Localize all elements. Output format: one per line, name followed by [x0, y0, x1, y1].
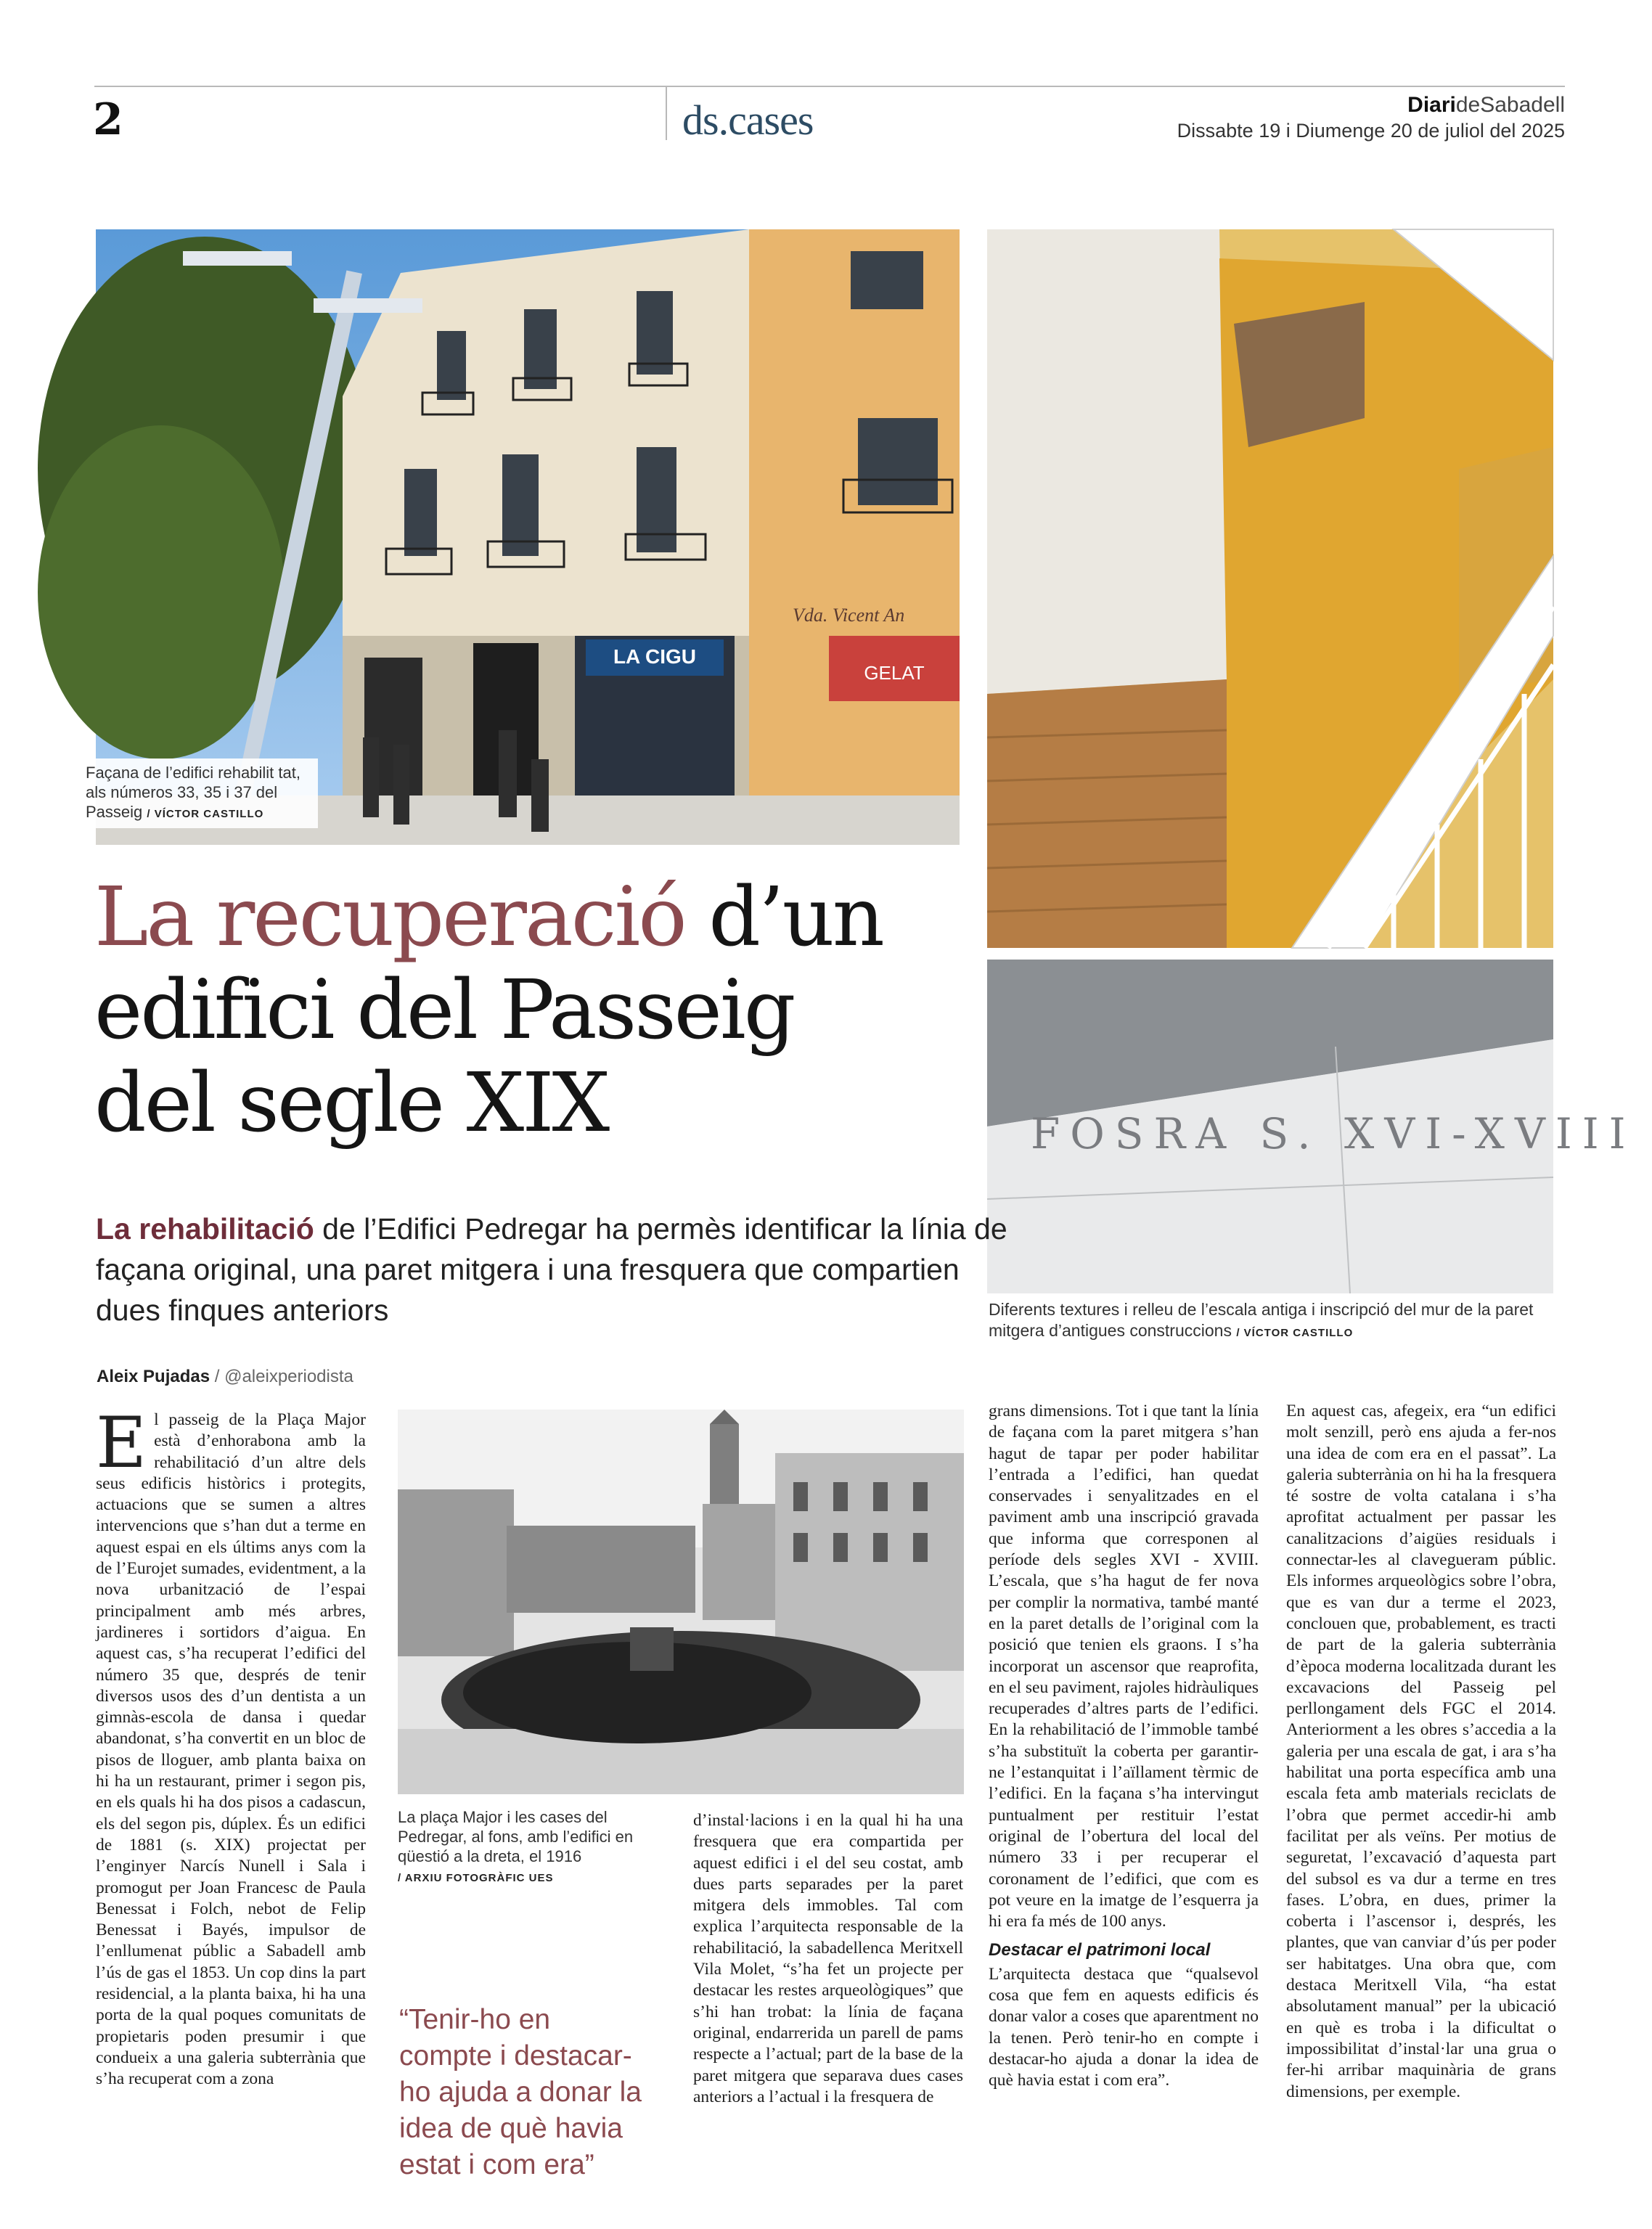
- page-number: 2: [93, 94, 123, 145]
- headline-line2: edifici del Passeig: [94, 963, 794, 1058]
- inscription-illustration: [987, 960, 1636, 1293]
- section-name: ds.cases: [682, 97, 814, 144]
- byline: [97, 1367, 353, 1387]
- inscription-photo: [987, 960, 1636, 1293]
- drop-cap: E: [96, 1402, 147, 1484]
- subhead-rest: de l’Edifici Pedregar ha permès identificar la línia de façana original, una paret mitgera i una fresquera que compartien dues finques anteriors: [96, 1212, 1007, 1327]
- header-rule: [94, 86, 1565, 87]
- stone-caption: [989, 1299, 1555, 1343]
- restaurant-sign: LA CIGU: [613, 645, 697, 668]
- header-separator: [666, 86, 667, 140]
- newspaper-brand: [1407, 93, 1565, 118]
- facade-credit: / VÍCTOR CASTILLO: [147, 808, 264, 820]
- facade-illustration: [96, 229, 960, 845]
- facade-photo: [96, 229, 960, 845]
- column-1-text: l passeig de la Plaça Major està d’enhorabona amb la rehabilitació d’un altre dels seus edificis històrics i protegits, actuacions que se sumen a altres intervencions que s’han dut a terme en aquest espai en els últims anys com la de l’Eurojet sumades, evidentment, a la nova urbanització de l’espai principalment amb més arbres, jardineres i sortidors d’aigua. En aquest cas, s’ha recuperat l’edifici del número 35 que, després de tenir diversos usos des d’un dentista a un gimnàs-escola de dansa i quedar abandonat, s’ha convertit en un bloc de pisos de lloguer, amb planta baixa on hi ha un restaurant, primer i segon pis, en els quals hi ha dos pisos a cadascun, els del segon pis, dúplex. És un edifici de 1881 (s. XIX) projectat per l’enginyer Narcís Nunell i Sala i promogut per Joan Francesc de Paula Benessat i Folch, nebot de Felip Benessat i Bayés, impulsor de l’enllumenat públic a Sabadell amb l’ús de gas el 1853. Un cop dins la part residencial, a la planta baixa, hi ha una porta de la qual poques comunitats de propietaris poden presumir i que condueix a una galeria subterrània que s’ha recuperat com a zona: [96, 1410, 366, 2089]
- article-column-4: [1286, 1401, 1556, 2103]
- subheadline: [96, 1208, 1010, 1330]
- column-3-text-b: L’arquitecta destaca que “qualsevol cosa que fem en aquests edificis és donar valor a coses que aparentment no la tenen. Però tenir-ho en compte i destacar-ho ajuda a donar la idea de què havia estat i com era”.: [989, 1964, 1259, 2090]
- archive-caption-text: La plaça Major i les cases del Pedregar, al fons, amb l’edifici en qüestió a la dreta, el 1916: [398, 1808, 634, 1865]
- shop-sign: Vda. Vicent An: [793, 605, 905, 626]
- subhead-bold: La rehabilitació: [96, 1212, 314, 1246]
- article-column-1: [96, 1402, 366, 2090]
- stairs-illustration: [987, 229, 1553, 948]
- headline-line1: d’un: [684, 870, 883, 965]
- headline-line3: del segle XIX: [94, 1056, 608, 1150]
- gelat-sign: GELAT: [864, 662, 925, 684]
- brand-light: deSabadell: [1455, 93, 1565, 117]
- stone-credit: / VÍCTOR CASTILLO: [1236, 1327, 1354, 1339]
- headline-accent: La recuperació: [94, 870, 685, 965]
- column-2-text: d’instal·lacions i en la qual hi ha una fresquera que era compartida per aquest edifici i el del seu costat, amb dues parts separades per la paret mitgera dels immobles. Tal com explica l’arquitecta responsable de la rehabilitació, la sabadellenca Meritxell Vila Molet, “s’ha fet un projecte per destacar les restes arqueològiques” que s’hi han trobat: la línia de façana original, endarrerida un parell de pams respecte a l’actual; part de la base de la paret mitgera que separava dues cases anteriors a l’actual i la fresquera de: [693, 1811, 963, 2106]
- facade-caption-text: Façana de l’edifici rehabilit tat, als números 33, 35 i 37 del Passeig: [86, 764, 300, 821]
- stairs-photo: [987, 229, 1553, 948]
- headline: [94, 871, 994, 1150]
- article-column-3: [989, 1401, 1259, 2092]
- article-column-2: [693, 1810, 963, 2108]
- author-handle[interactable]: @aleixperiodista: [224, 1367, 353, 1386]
- archive-caption: [398, 1807, 645, 1888]
- archive-credit: / ARXIU FOTOGRÀFIC UES: [398, 1872, 554, 1884]
- section-subtitle: Destacar el patrimoni local: [989, 1940, 1211, 1960]
- brand-bold: Diari: [1407, 93, 1456, 117]
- carved-inscription: FOSRA S. XVI-XVIII: [1031, 1109, 1636, 1158]
- author-name: Aleix Pujadas: [97, 1367, 210, 1386]
- column-3-text: grans dimensions. Tot i que tant la línia de façana com la paret mitgera s’han hagut de tapar per poder habilitar l’entrada a l’edifici, han quedat conservades i senyalitzades en el paviment amb una inscripció gravada que informa que corresponen al període dels segles XVI - XVIII. L’escala, que s’ha hagut de fer nova per complir la normativa, també manté en la paret detalls de l’original com la posició que tenien els graons. I s’ha incorporat un ascensor que reaprofita, en el seu paviment, rajoles hidràuliques recuperades d’altres parts de l’edifici. En la rehabilitació de l’immoble també s’ha substituït la coberta per garantir-ne l’estanquitat i l’aïllament tèrmic de l’edifici. En la façana s’ha intervingut puntualment per restituir l’estat original de l’obertura del local del número 33 i per recuperar el coronament de l’edifici, que com es pot veure en la imatge de l’esquerra ja hi era fa més de 100 anys.: [989, 1402, 1259, 1931]
- stone-caption-text: Diferents textures i relleu de l’escala antiga i inscripció del mur de la paret mitgera d’antigues construccions: [989, 1300, 1534, 1340]
- facade-caption: [86, 758, 318, 828]
- pull-quote: “Tenir-ho en compte i destacar-ho ajuda a donar la idea de què havia estat i com era”: [399, 2004, 642, 2180]
- issue-date: Dissabte 19 i Diumenge 20 de juliol del 2025: [1177, 120, 1565, 142]
- column-4-text: En aquest cas, afegeix, era “un edifici molt senzill, però ens ajuda a fer-nos una idea de com era en el passat”. La galeria subterrània on hi ha la fresquera té sostre de volta catalana i s’ha aprofitat actualment per passar les canalitzacions d’aigües residuals i connectar-les al clavegueram públic. Els informes arqueològics sobre l’obra, que es van dur a terme el 2023, conclouen que, probablement, es tracti de part de la galeria subterrània d’època moderna localitzada durant les excavacions del Passeig pel perllongament dels FGC el 2014. Anteriorment a les obres s’accedia a la galeria per una escala de gat, i ara s’ha habilitat una porta específica amb una escala feta amb materials reciclats de l’obra que permet accedir-hi amb facilitat per als veïns. Per motius de seguretat, l’excavació d’aquesta part del subsol es va dur a terme en tres fases. L’obra, en dues, primer la coberta i l’ascensor i, després, les plantes, que van canviar d’ús per poder ser habitatges. Una obra que, com destaca Meritxell Vila, “ha estat absolutament manual” per la ubicació en què es troba i la dificultat o impossibilitat d’instal·lar una grua o fer-hi arribar maquinària de grans dimensions, per exemple.: [1286, 1402, 1556, 2101]
- archive-illustration: [398, 1410, 964, 1794]
- archive-photo: [398, 1410, 964, 1794]
- byline-separator: /: [210, 1367, 225, 1386]
